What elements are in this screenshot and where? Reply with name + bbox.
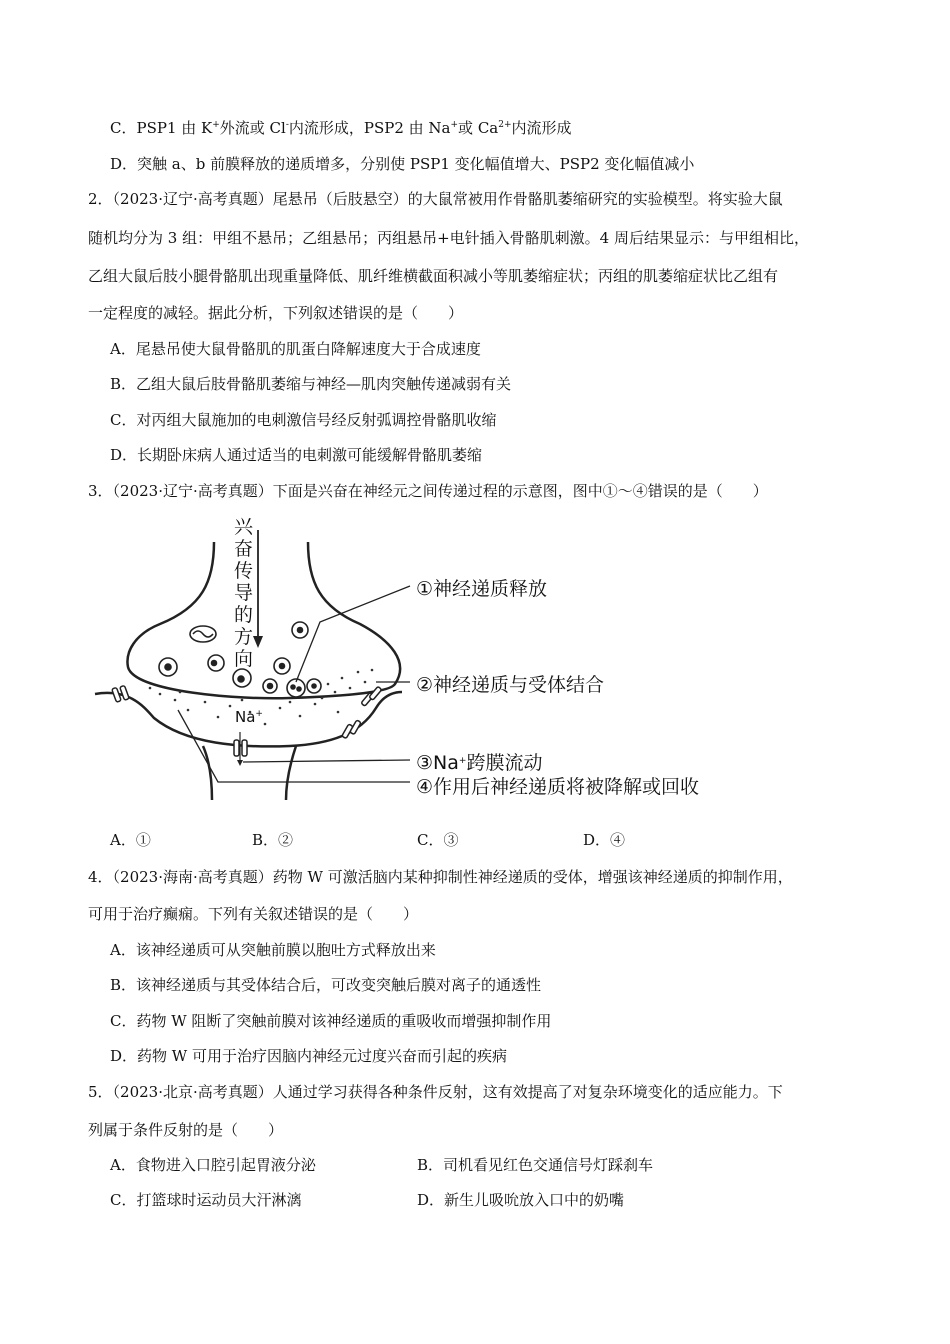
synapse-figure <box>90 512 750 804</box>
q4-option-c: C．药物 W 阻断了突触前膜对该神经递质的重吸收而增强抑制作用 <box>110 1012 552 1030</box>
q4-option-b: B．该神经递质与其受体结合后，可改变突触后膜对离子的通透性 <box>110 976 542 994</box>
q5-option-d: D．新生儿吸吮放入口中的奶嘴 <box>417 1191 625 1209</box>
q2-stem-line: 2．（2023·辽宁·高考真题）尾悬吊（后肢悬空）的大鼠常被用作骨骼肌萎缩研究的实验模型。将实验大鼠 <box>88 190 783 208</box>
direction-char: 传 <box>234 560 254 582</box>
q5-stem-line: 5．（2023·北京·高考真题）人通过学习获得各种条件反射，这有效提高了对复杂环境变化的适应能力。下 <box>88 1083 783 1101</box>
q1-option-c-text: C．PSP1 由 K <box>110 119 213 137</box>
figure-label-2: ②神经递质与受体结合 <box>416 674 605 696</box>
direction-char: 向 <box>234 648 254 670</box>
q3-option-d: D．④ <box>583 831 626 849</box>
direction-char: 导 <box>234 582 254 604</box>
q5-stem-line: 列属于条件反射的是（ ） <box>88 1121 284 1139</box>
q4-stem-line: 4．（2023·海南·高考真题）药物 W 可激活脑内某种抑制性神经递质的受体，增强该神经递质的抑制作用， <box>88 868 793 886</box>
direction-char: 奋 <box>234 538 254 560</box>
q4-option-d: D．药物 W 可用于治疗因脑内神经元过度兴奋而引起的疾病 <box>110 1047 507 1065</box>
figure-label-4: ④作用后神经递质将被降解或回收 <box>416 776 700 798</box>
figure-label-3: ③Na+跨膜流动 <box>416 752 543 774</box>
superscript: + <box>212 120 220 130</box>
q4-stem-line: 可用于治疗癫痫。下列有关叙述错误的是（ ） <box>88 905 419 923</box>
q1-option-d: D．突触 a、b 前膜释放的递质增多，分别使 PSP1 变化幅值增大、PSP2 变化幅值减小 <box>110 155 695 173</box>
superscript: + <box>450 120 459 130</box>
q2-option-d: D．长期卧床病人通过适当的电刺激可能缓解骨骼肌萎缩 <box>110 446 483 464</box>
q3-option-b: B．② <box>252 831 294 849</box>
q2-option-b: B．乙组大鼠后肢骨骼肌萎缩与神经—肌肉突触传递减弱有关 <box>110 375 512 393</box>
figure-label-1: ①神经递质释放 <box>416 578 548 600</box>
direction-char: 的 <box>234 604 254 626</box>
q1-option-c-text: 内流形成，PSP2 由 Na <box>288 119 451 137</box>
q3-option-c: C．③ <box>417 831 459 849</box>
direction-char: 方 <box>234 626 254 648</box>
q3-stem: 3．（2023·辽宁·高考真题）下面是兴奋在神经元之间传递过程的示意图，图中①～④错误的是（ ） <box>88 482 768 500</box>
q1-option-c-text: 内流形成 <box>511 119 572 137</box>
na-ion-label: Na+ <box>235 708 263 726</box>
q5-option-c: C．打篮球时运动员大汗淋漓 <box>110 1191 302 1209</box>
q1-option-c-text: 或 Ca <box>458 119 499 137</box>
superscript: - <box>285 120 289 130</box>
q2-stem-line: 一定程度的减轻。据此分析，下列叙述错误的是（ ） <box>88 304 464 322</box>
arrow-head-icon <box>253 636 263 648</box>
q1-option-c-text: 外流或 Cl <box>219 119 286 137</box>
q2-stem-line: 随机均分为 3 组：甲组不悬吊；乙组悬吊；丙组悬吊+电针插入骨骼肌刺激。4 周后结果显示：与甲组相比， <box>88 229 809 247</box>
q2-stem-line: 乙组大鼠后肢小腿骨骼肌出现重量降低、肌纤维横截面积减小等肌萎缩症状；丙组的肌萎缩症状比乙组有 <box>88 267 779 285</box>
q2-option-c: C．对丙组大鼠施加的电刺激信号经反射弧调控骨骼肌收缩 <box>110 411 497 429</box>
q4-option-a: A．该神经递质可从突触前膜以胞吐方式释放出来 <box>110 941 436 959</box>
q5-option-a: A．食物进入口腔引起胃液分泌 <box>110 1156 316 1174</box>
q3-option-a: A．① <box>110 831 151 849</box>
q2-option-a: A．尾悬吊使大鼠骨骼肌的肌蛋白降解速度大于合成速度 <box>110 340 481 358</box>
direction-char: 兴 <box>234 516 254 538</box>
q1-option-c <box>110 118 572 138</box>
superscript: 2+ <box>498 120 512 130</box>
q5-option-b: B．司机看见红色交通信号灯踩刹车 <box>417 1156 654 1174</box>
